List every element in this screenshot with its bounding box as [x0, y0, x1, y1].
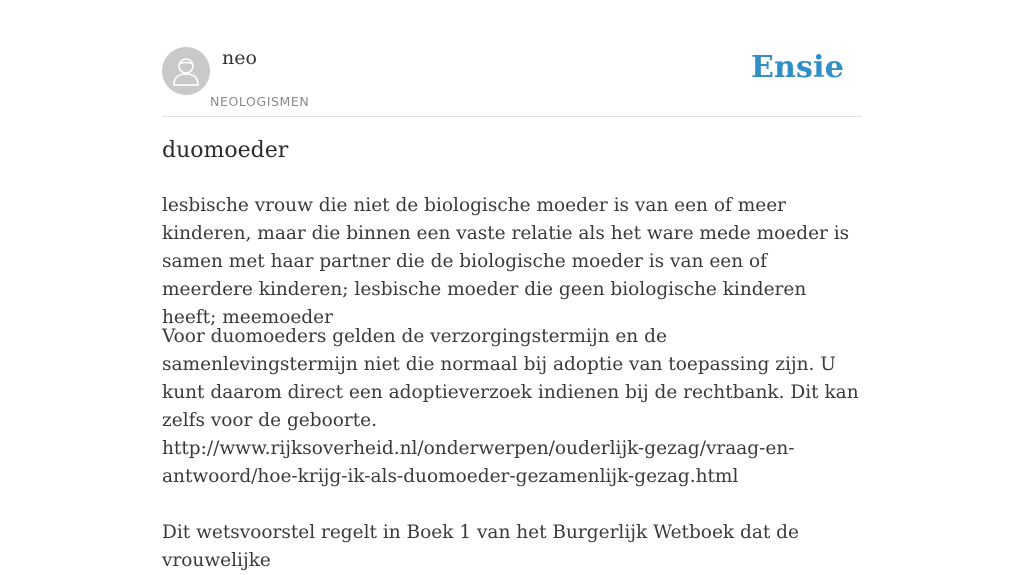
author-name[interactable]: neo [222, 47, 257, 69]
header [162, 0, 862, 117]
avatar[interactable] [162, 47, 210, 95]
entry-example: Voor duomoeders gelden de verzorgingstermijn en de samenlevingstermijn niet die normaal bij adoptie van toepassing zijn. U kunt daarom direct een adoptieverzoek indienen bij de rechtbank. Dit kan zelfs voor de geboorte. http://www.rijksoverheid.nl/onderwerpen/ouderlijk-gezag/vraag-en-antwoord/hoe-krijg-ik-als-duomoeder-gezamenlijk-gezag.html Dit wetsvoorstel regelt in Boek 1 van het Burgerlijk Wetboek dat de vrouwelijke [162, 326, 859, 571]
user-icon [171, 55, 201, 87]
entry-definition: lesbische vrouw die niet de biologische moeder is van een of meer kinderen, maar die binnen een vaste relatie als het ware mede moeder is samen met haar partner die de biologische moeder is van een of meerdere kinderen; lesbische moeder die geen biologische kinderen heeft; meemoeder [162, 195, 850, 328]
entry-title: duomoeder [162, 138, 289, 163]
ensie-logo[interactable]: Ensie [750, 50, 844, 85]
category-label[interactable]: NEOLOGISMEN [210, 94, 310, 109]
page [162, 0, 862, 571]
